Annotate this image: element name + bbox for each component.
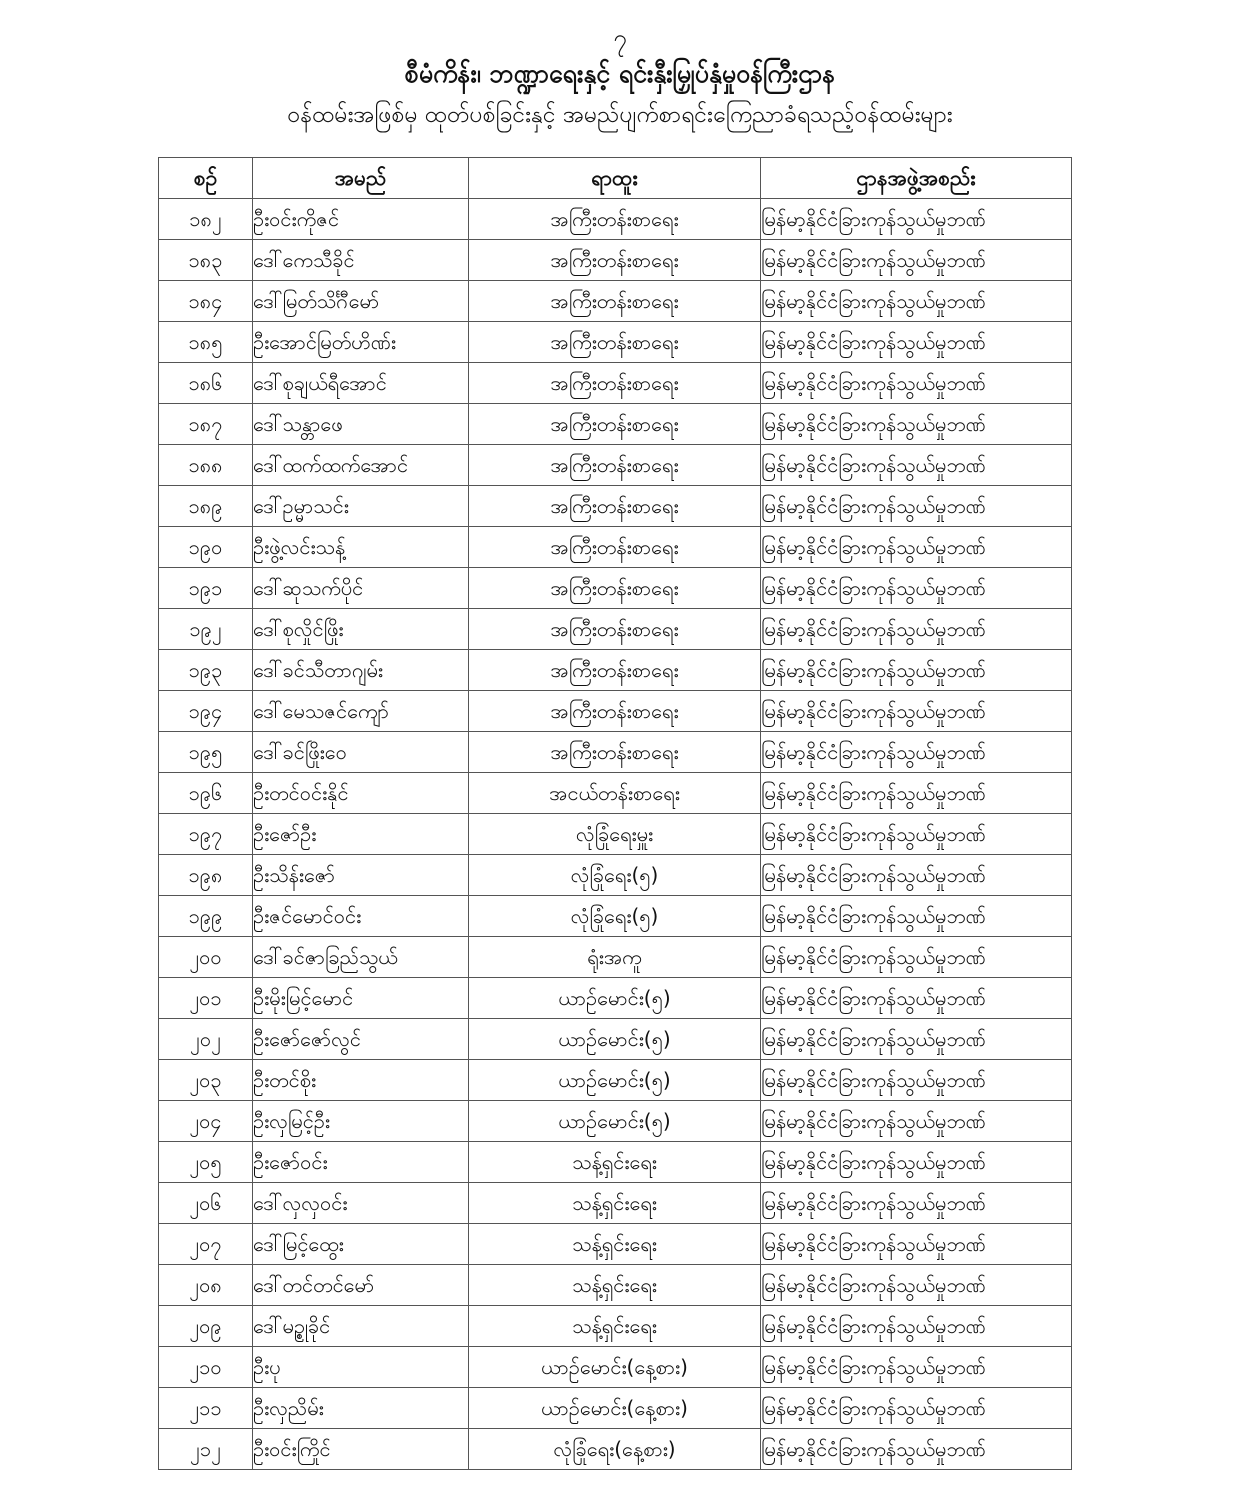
- department-cell: မြန်မာ့နိုင်ငံခြားကုန်သွယ်မှုဘဏ်: [761, 1183, 1072, 1224]
- table-row: [159, 1306, 1072, 1347]
- department-cell: မြန်မာ့နိုင်ငံခြားကုန်သွယ်မှုဘဏ်: [761, 1429, 1072, 1470]
- name-cell: ဒေါ်မဥ္စုခိုင်: [253, 1306, 469, 1347]
- table-row: [159, 1388, 1072, 1429]
- serial-cell: ၂၁၂: [159, 1429, 253, 1470]
- table-row: [159, 978, 1072, 1019]
- serial-cell: ၂၀၉: [159, 1306, 253, 1347]
- rank-cell: ယာဉ်မောင်း(၅): [469, 1060, 761, 1101]
- rank-cell: အကြီးတန်းစာရေး: [469, 281, 761, 322]
- serial-cell: ၁၉၉: [159, 896, 253, 937]
- name-cell: ဦးသိန်းဇော်: [253, 855, 469, 896]
- serial-cell: ၂၀၄: [159, 1101, 253, 1142]
- serial-cell: ၁၈၈: [159, 445, 253, 486]
- name-cell: ဦးဇင်မောင်ဝင်း: [253, 896, 469, 937]
- department-cell: မြန်မာ့နိုင်ငံခြားကုန်သွယ်မှုဘဏ်: [761, 691, 1072, 732]
- serial-cell: ၁၉၃: [159, 650, 253, 691]
- serial-cell: ၂၀၂: [159, 1019, 253, 1060]
- department-cell: မြန်မာ့နိုင်ငံခြားကုန်သွယ်မှုဘဏ်: [761, 199, 1072, 240]
- page-number: ၇: [613, 24, 627, 52]
- department-cell: မြန်မာ့နိုင်ငံခြားကုန်သွယ်မှုဘဏ်: [761, 404, 1072, 445]
- name-cell: ဒေါ်သန္တာဖေ: [253, 404, 469, 445]
- name-cell: ဒေါ်စုချယ်ရီအောင်: [253, 363, 469, 404]
- rank-cell: လုံခြုံရေး(နေ့စား): [469, 1429, 761, 1470]
- rank-cell: လုံခြုံရေးမှူး: [469, 814, 761, 855]
- header-department: ဌာနအဖွဲ့အစည်း: [761, 158, 1072, 199]
- table-header: [159, 158, 1072, 199]
- department-cell: မြန်မာ့နိုင်ငံခြားကုန်သွယ်မှုဘဏ်: [761, 1265, 1072, 1306]
- rank-cell: အကြီးတန်းစာရေး: [469, 527, 761, 568]
- department-cell: မြန်မာ့နိုင်ငံခြားကုန်သွယ်မှုဘဏ်: [761, 773, 1072, 814]
- rank-cell: လုံခြုံရေး(၅): [469, 896, 761, 937]
- serial-cell: ၂၀၈: [159, 1265, 253, 1306]
- rank-cell: အကြီးတန်းစာရေး: [469, 404, 761, 445]
- serial-cell: ၂၁၀: [159, 1347, 253, 1388]
- department-cell: မြန်မာ့နိုင်ငံခြားကုန်သွယ်မှုဘဏ်: [761, 855, 1072, 896]
- rank-cell: အကြီးတန်းစာရေး: [469, 568, 761, 609]
- name-cell: ဦးတင်ဝင်းနိုင်: [253, 773, 469, 814]
- table-row: [159, 937, 1072, 978]
- department-cell: မြန်မာ့နိုင်ငံခြားကုန်သွယ်မှုဘဏ်: [761, 978, 1072, 1019]
- serial-cell: ၂၀၁: [159, 978, 253, 1019]
- name-cell: ဦးဇော်ဦး: [253, 814, 469, 855]
- header-name: အမည်: [253, 158, 469, 199]
- table-row: [159, 1060, 1072, 1101]
- serial-cell: ၁၉၀: [159, 527, 253, 568]
- table-row: [159, 240, 1072, 281]
- table-row: [159, 1347, 1072, 1388]
- rank-cell: အကြီးတန်းစာရေး: [469, 240, 761, 281]
- serial-cell: ၁၉၈: [159, 855, 253, 896]
- department-cell: မြန်မာ့နိုင်ငံခြားကုန်သွယ်မှုဘဏ်: [761, 937, 1072, 978]
- table-row: [159, 1019, 1072, 1060]
- department-cell: မြန်မာ့နိုင်ငံခြားကုန်သွယ်မှုဘဏ်: [761, 814, 1072, 855]
- table-row: [159, 1224, 1072, 1265]
- name-cell: ဒေါ်ကေသီခိုင်: [253, 240, 469, 281]
- department-cell: မြန်မာ့နိုင်ငံခြားကုန်သွယ်မှုဘဏ်: [761, 363, 1072, 404]
- rank-cell: သန့်ရှင်းရေး: [469, 1142, 761, 1183]
- name-cell: ဒေါ်ဥမ္မာသင်း: [253, 486, 469, 527]
- rank-cell: အကြီးတန်းစာရေး: [469, 363, 761, 404]
- rank-cell: အကြီးတန်းစာရေး: [469, 199, 761, 240]
- rank-cell: ယာဉ်မောင်း(နေ့စား): [469, 1347, 761, 1388]
- name-cell: ဦးပု: [253, 1347, 469, 1388]
- serial-cell: ၁၈၄: [159, 281, 253, 322]
- name-cell: ဒေါ်မြင့်ထွေး: [253, 1224, 469, 1265]
- header-serial: စဉ်: [159, 158, 253, 199]
- rank-cell: ရုံးအကူ: [469, 937, 761, 978]
- serial-cell: ၁၉၅: [159, 732, 253, 773]
- name-cell: ဒေါ်ထက်ထက်အောင်: [253, 445, 469, 486]
- serial-cell: ၁၉၆: [159, 773, 253, 814]
- serial-cell: ၂၀၃: [159, 1060, 253, 1101]
- table-row: [159, 855, 1072, 896]
- table-row: [159, 773, 1072, 814]
- department-cell: မြန်မာ့နိုင်ငံခြားကုန်သွယ်မှုဘဏ်: [761, 1142, 1072, 1183]
- department-cell: မြန်မာ့နိုင်ငံခြားကုန်သွယ်မှုဘဏ်: [761, 322, 1072, 363]
- serial-cell: ၁၈၂: [159, 199, 253, 240]
- table-row: [159, 445, 1072, 486]
- serial-cell: ၂၀၅: [159, 1142, 253, 1183]
- name-cell: ဦးဇော်ဇော်လွင်: [253, 1019, 469, 1060]
- name-cell: ဦးဝင်းကြိုင်: [253, 1429, 469, 1470]
- department-cell: မြန်မာ့နိုင်ငံခြားကုန်သွယ်မှုဘဏ်: [761, 240, 1072, 281]
- table-row: [159, 896, 1072, 937]
- staff-table: [158, 157, 1072, 1470]
- rank-cell: အကြီးတန်းစာရေး: [469, 445, 761, 486]
- header-row: [159, 158, 1072, 199]
- rank-cell: လုံခြုံရေး(၅): [469, 855, 761, 896]
- table-row: [159, 814, 1072, 855]
- table-row: [159, 527, 1072, 568]
- name-cell: ဦးအောင်မြတ်ဟိဏ်း: [253, 322, 469, 363]
- rank-cell: ယာဉ်မောင်း(နေ့စား): [469, 1388, 761, 1429]
- serial-cell: ၁၉၄: [159, 691, 253, 732]
- department-cell: မြန်မာ့နိုင်ငံခြားကုန်သွယ်မှုဘဏ်: [761, 527, 1072, 568]
- table-row: [159, 322, 1072, 363]
- name-cell: ဒေါ်မေသဇင်ကျော်: [253, 691, 469, 732]
- serial-cell: ၁၉၂: [159, 609, 253, 650]
- serial-cell: ၁၈၉: [159, 486, 253, 527]
- name-cell: ဒေါ်လှလှဝင်း: [253, 1183, 469, 1224]
- rank-cell: အကြီးတန်းစာရေး: [469, 691, 761, 732]
- table-row: [159, 363, 1072, 404]
- table-row: [159, 691, 1072, 732]
- serial-cell: ၁၉၁: [159, 568, 253, 609]
- department-cell: မြန်မာ့နိုင်ငံခြားကုန်သွယ်မှုဘဏ်: [761, 1388, 1072, 1429]
- department-cell: မြန်မာ့နိုင်ငံခြားကုန်သွယ်မှုဘဏ်: [761, 1019, 1072, 1060]
- rank-cell: ယာဉ်မောင်း(၅): [469, 1101, 761, 1142]
- rank-cell: အကြီးတန်းစာရေး: [469, 609, 761, 650]
- name-cell: ဒေါ်မြတ်သိင်္ဂီမော်: [253, 281, 469, 322]
- name-cell: ဒေါ်ခင်သီတာဂျမ်း: [253, 650, 469, 691]
- serial-cell: ၂၀၇: [159, 1224, 253, 1265]
- table-row: [159, 1142, 1072, 1183]
- department-cell: မြန်မာ့နိုင်ငံခြားကုန်သွယ်မှုဘဏ်: [761, 1060, 1072, 1101]
- name-cell: ဒေါ်ခင်ဖြိုးဝေ: [253, 732, 469, 773]
- rank-cell: အကြီးတန်းစာရေး: [469, 650, 761, 691]
- name-cell: ဦးတင်စိုး: [253, 1060, 469, 1101]
- rank-cell: အကြီးတန်းစာရေး: [469, 486, 761, 527]
- table-row: [159, 486, 1072, 527]
- department-cell: မြန်မာ့နိုင်ငံခြားကုန်သွယ်မှုဘဏ်: [761, 445, 1072, 486]
- department-cell: မြန်မာ့နိုင်ငံခြားကုန်သွယ်မှုဘဏ်: [761, 568, 1072, 609]
- serial-cell: ၁၈၇: [159, 404, 253, 445]
- rank-cell: သန့်ရှင်းရေး: [469, 1183, 761, 1224]
- table-row: [159, 199, 1072, 240]
- department-cell: မြန်မာ့နိုင်ငံခြားကုန်သွယ်မှုဘဏ်: [761, 650, 1072, 691]
- department-cell: မြန်မာ့နိုင်ငံခြားကုန်သွယ်မှုဘဏ်: [761, 1224, 1072, 1265]
- department-cell: မြန်မာ့နိုင်ငံခြားကုန်သွယ်မှုဘဏ်: [761, 896, 1072, 937]
- serial-cell: ၁၈၅: [159, 322, 253, 363]
- table-row: [159, 281, 1072, 322]
- serial-cell: ၂၀၀: [159, 937, 253, 978]
- rank-cell: အကြီးတန်းစာရေး: [469, 732, 761, 773]
- rank-cell: ယာဉ်မောင်း(၅): [469, 978, 761, 1019]
- table-row: [159, 1265, 1072, 1306]
- department-cell: မြန်မာ့နိုင်ငံခြားကုန်သွယ်မှုဘဏ်: [761, 486, 1072, 527]
- name-cell: ဒေါ်ခင်ဇာခြည်သွယ်: [253, 937, 469, 978]
- rank-cell: သန့်ရှင်းရေး: [469, 1224, 761, 1265]
- table-row: [159, 1183, 1072, 1224]
- serial-cell: ၁၉၇: [159, 814, 253, 855]
- table-body: [159, 199, 1072, 1470]
- rank-cell: သန့်ရှင်းရေး: [469, 1265, 761, 1306]
- serial-cell: ၂၁၁: [159, 1388, 253, 1429]
- table-row: [159, 650, 1072, 691]
- department-cell: မြန်မာ့နိုင်ငံခြားကုန်သွယ်မှုဘဏ်: [761, 1347, 1072, 1388]
- name-cell: ဒေါ်ဆုသက်ပိုင်: [253, 568, 469, 609]
- name-cell: ဒေါ်တင်တင်မော်: [253, 1265, 469, 1306]
- name-cell: ဒေါ်စုလှိုင်ဖြိုး: [253, 609, 469, 650]
- name-cell: ဦးမိုးမြင့်မောင်: [253, 978, 469, 1019]
- document-subtitle: ဝန်ထမ်းအဖြစ်မှ ထုတ်ပစ်ခြင်းနှင့် အမည်ပျက်စာရင်းကြေညာခံရသည့်ဝန်ထမ်းများ: [287, 102, 953, 128]
- serial-cell: ၁၈၃: [159, 240, 253, 281]
- department-cell: မြန်မာ့နိုင်ငံခြားကုန်သွယ်မှုဘဏ်: [761, 1306, 1072, 1347]
- department-cell: မြန်မာ့နိုင်ငံခြားကုန်သွယ်မှုဘဏ်: [761, 732, 1072, 773]
- rank-cell: အကြီးတန်းစာရေး: [469, 322, 761, 363]
- department-cell: မြန်မာ့နိုင်ငံခြားကုန်သွယ်မှုဘဏ်: [761, 609, 1072, 650]
- table-row: [159, 404, 1072, 445]
- rank-cell: သန့်ရှင်းရေး: [469, 1306, 761, 1347]
- name-cell: ဦးဇော်ဝင်း: [253, 1142, 469, 1183]
- serial-cell: ၂၀၆: [159, 1183, 253, 1224]
- table-row: [159, 1429, 1072, 1470]
- table-row: [159, 1101, 1072, 1142]
- name-cell: ဦးဖွဲ့လင်းသန့်: [253, 527, 469, 568]
- rank-cell: အငယ်တန်းစာရေး: [469, 773, 761, 814]
- serial-cell: ၁၈၆: [159, 363, 253, 404]
- table-row: [159, 609, 1072, 650]
- table-row: [159, 732, 1072, 773]
- name-cell: ဦးလှမြင့်ဦး: [253, 1101, 469, 1142]
- header-rank: ရာထူး: [469, 158, 761, 199]
- table-row: [159, 568, 1072, 609]
- department-cell: မြန်မာ့နိုင်ငံခြားကုန်သွယ်မှုဘဏ်: [761, 1101, 1072, 1142]
- name-cell: ဦးဝင်းကိုဇင်: [253, 199, 469, 240]
- rank-cell: ယာဉ်မောင်း(၅): [469, 1019, 761, 1060]
- department-cell: မြန်မာ့နိုင်ငံခြားကုန်သွယ်မှုဘဏ်: [761, 281, 1072, 322]
- document-title: စီမံကိန်း၊ ဘဏ္ဍာရေးနှင့် ရင်းနှီးမြှုပ်နှံမှုဝန်ကြီးဌာန: [404, 59, 836, 88]
- name-cell: ဦးလှညိမ်း: [253, 1388, 469, 1429]
